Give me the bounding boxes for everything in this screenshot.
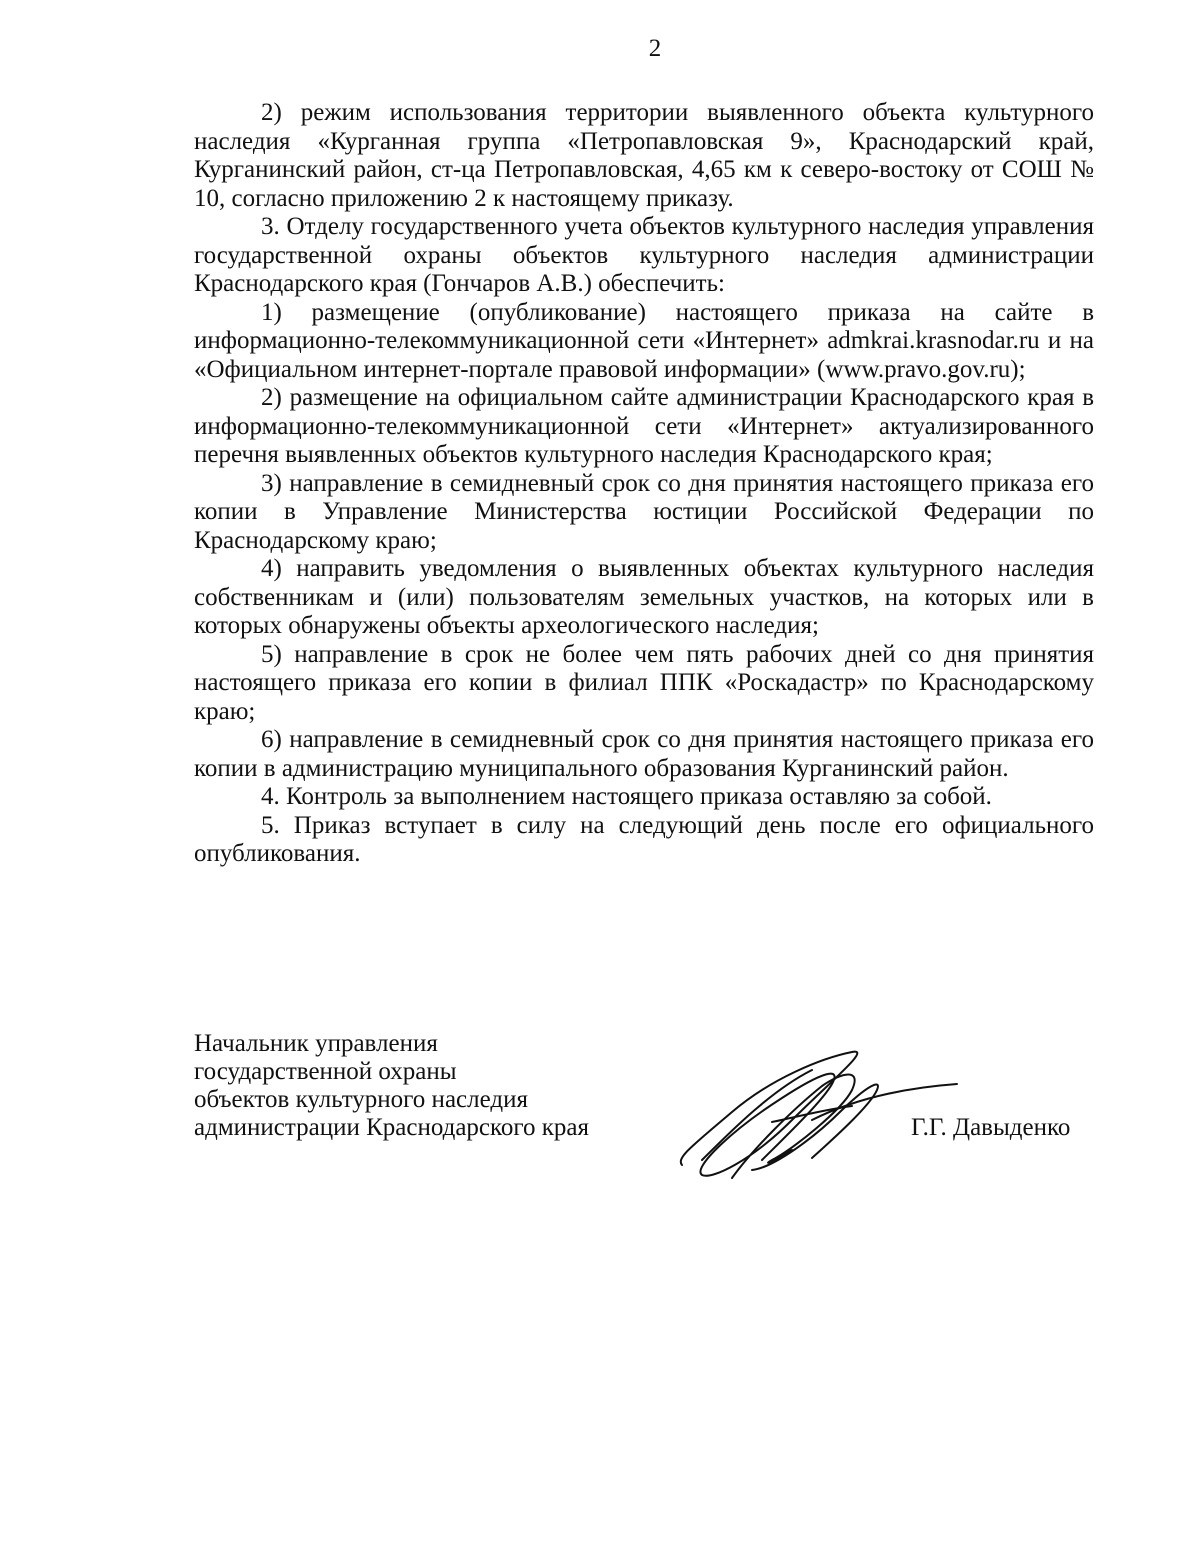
paragraph-3-1-publication: 1) размещение (опубликование) настоящего приказа на сайте в информационно-телекоммуникационной сети «Интернет» admkrai.krasnodar.ru и на «Официальном интернет-портале правовой информации» (www.pravo.gov.ru);	[194, 298, 1094, 383]
signatory-name: Г.Г. Давыденко	[911, 1114, 1071, 1141]
paragraph-5-effect: 5. Приказ вступает в силу на следующий день после его официального опубликования.	[194, 811, 1094, 867]
page-number: 2	[648, 35, 662, 62]
signatory-title-line: Начальник управления	[194, 1030, 438, 1057]
document-body	[194, 99, 1094, 869]
signatory-title-line: администрации Краснодарского края	[194, 1114, 590, 1141]
paragraph-3-5-roskadastr: 5) направление в срок не более чем пять рабочих дней со дня принятия настоящего приказа его копии в филиал ППК «Роскадастр» по Краснодарскому краю;	[194, 640, 1094, 725]
signatory-title-line: объектов культурного наследия	[194, 1086, 528, 1113]
paragraph-3-3-justice: 3) направление в семидневный срок со дня принятия настоящего приказа его копии в Управление Министерства юстиции Российской Федерации по Краснодарскому краю;	[194, 469, 1094, 554]
paragraph-3-2-website: 2) размещение на официальном сайте администрации Краснодарского края в информационно-телекоммуникационной сети «Интернет» актуализированного перечня выявленных объектов культурного наследия Краснодарского края;	[194, 384, 1094, 468]
paragraph-4-control: 4. Контроль за выполнением настоящего приказа оставляю за собой.	[261, 783, 992, 810]
paragraph-2-regime: 2) режим использования территории выявленного объекта культурного наследия «Курганная группа «Петропавловская 9», Краснодарский край, Курганинский район, ст-ца Петропавловская, 4,65 км к северо-востоку от СОШ № 10, согласно приложению 2 к настоящему приказу.	[194, 99, 1094, 212]
signatory-title-line: государственной охраны	[194, 1058, 457, 1085]
paragraph-3-4-notifications: 4) направить уведомления о выявленных объектах культурного наследия собственникам и (или) пользователям земельных участков, на которых или в которых обнаружены объекты археологического наследия;	[194, 555, 1094, 639]
signature-block	[194, 1030, 1094, 1190]
paragraph-3-department: 3. Отделу государственного учета объектов культурного наследия управления государственной охраны объектов культурного наследия администрации Краснодарского края (Гончаров А.В.) обеспечить:	[194, 213, 1094, 297]
paragraph-3-6-municipality: 6) направление в семидневный срок со дня принятия настоящего приказа его копии в администрацию муниципального образования Курганинский район.	[194, 726, 1094, 782]
